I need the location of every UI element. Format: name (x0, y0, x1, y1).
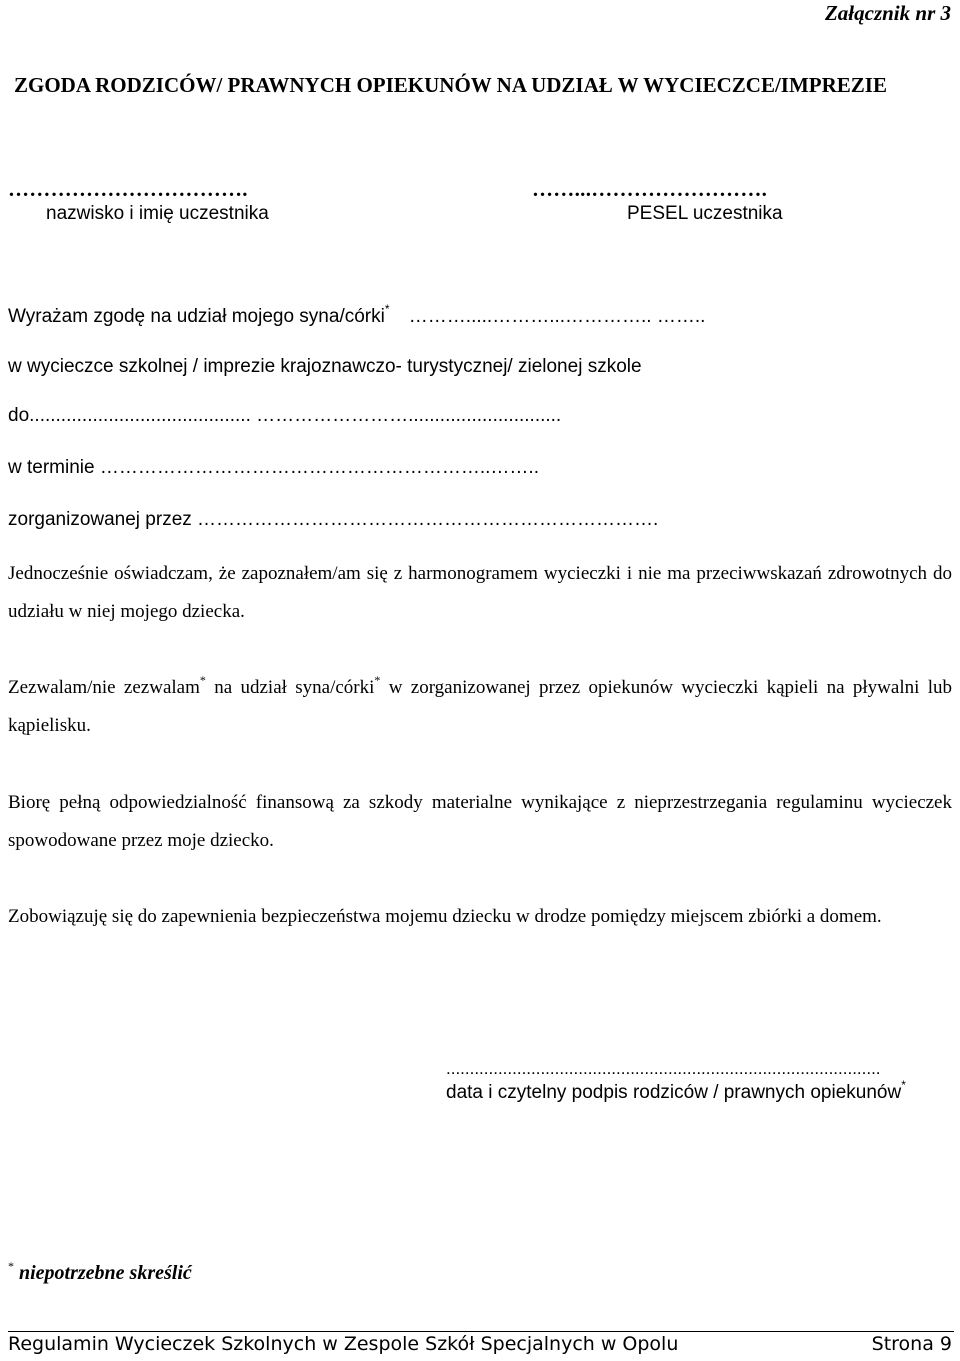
safety-statement: Zobowiązuję się do zapewnienia bezpieczeństwa mojemu dziecku w drodze pomiędzy miejscem zbiórki a domem. (8, 906, 882, 927)
child-name-field[interactable]: ……….....………...………….. …….. (408, 306, 706, 327)
swimming-consent-part2: na udział syna/córki (205, 677, 375, 698)
organizer-field[interactable]: zorganizowanej przez ………………………………………………………………. (8, 509, 659, 530)
swimming-consent-part3: w zorganizowanej przez opiekunów wycieczki kąpieli na pływalni lub kąpielisku. (8, 677, 952, 736)
asterisk-mark: * (384, 302, 390, 316)
footnote-star: * (8, 1259, 14, 1273)
swimming-consent (8, 669, 952, 745)
footnote-text: niepotrzebne skreślić (19, 1262, 192, 1284)
footer-divider (8, 1331, 954, 1332)
participant-name-field[interactable]: ……………………………. (8, 177, 248, 201)
consent-line (8, 302, 706, 328)
swimming-consent-part1: Zezwalam/nie zezwalam (8, 677, 200, 698)
document-title: ZGODA RODZICÓW/ PRAWNYCH OPIEKUNÓW NA UDZIAŁ W WYCIECZCE/IMPREZIE (14, 73, 887, 97)
consent-text: Wyrażam zgodę na udział mojego syna/córki (8, 306, 385, 327)
signature-label: data i czytelny podpis rodziców / prawnych opiekunów (446, 1082, 902, 1103)
asterisk-mark: * (374, 673, 381, 687)
participant-pesel-caption: PESEL uczestnika (627, 203, 783, 224)
asterisk-mark: * (199, 673, 206, 687)
page-footer (8, 1333, 952, 1355)
signature-field[interactable]: ............................................................................................ (446, 1059, 881, 1078)
footer-title: Regulamin Wycieczek Szkolnych w Zespole Szkół Specjalnych w Opolu (8, 1333, 679, 1355)
footnote (8, 1259, 192, 1285)
health-statement: Jednocześnie oświadczam, że zapoznałem/am się z harmonogramem wycieczki i nie ma przeciwwskazań zdrowotnych do udziału w niej mojego dziecka. (8, 563, 952, 622)
asterisk-mark: * (901, 1078, 906, 1092)
participant-name-caption: nazwisko i imię uczestnika (46, 203, 269, 224)
participant-pesel-field[interactable]: ……...……………………. (532, 177, 768, 201)
attachment-label: Załącznik nr 3 (824, 1, 951, 25)
liability-statement: Biorę pełną odpowiedzialność finansową za szkody materialne wynikające z nieprzestrzegania regulaminu wycieczek spowodowane przez moje dziecko. (8, 792, 952, 851)
signature-caption (446, 1078, 906, 1104)
date-field[interactable]: w terminie ……………………………………………………..…….. (8, 457, 539, 478)
page-number: Strona 9 (871, 1333, 952, 1355)
trip-type-line: w wycieczce szkolnej / imprezie krajoznawczo- turystycznej/ zielonej szkole (8, 356, 642, 377)
destination-field[interactable]: do.......................................... ……………………............................. (8, 405, 562, 426)
